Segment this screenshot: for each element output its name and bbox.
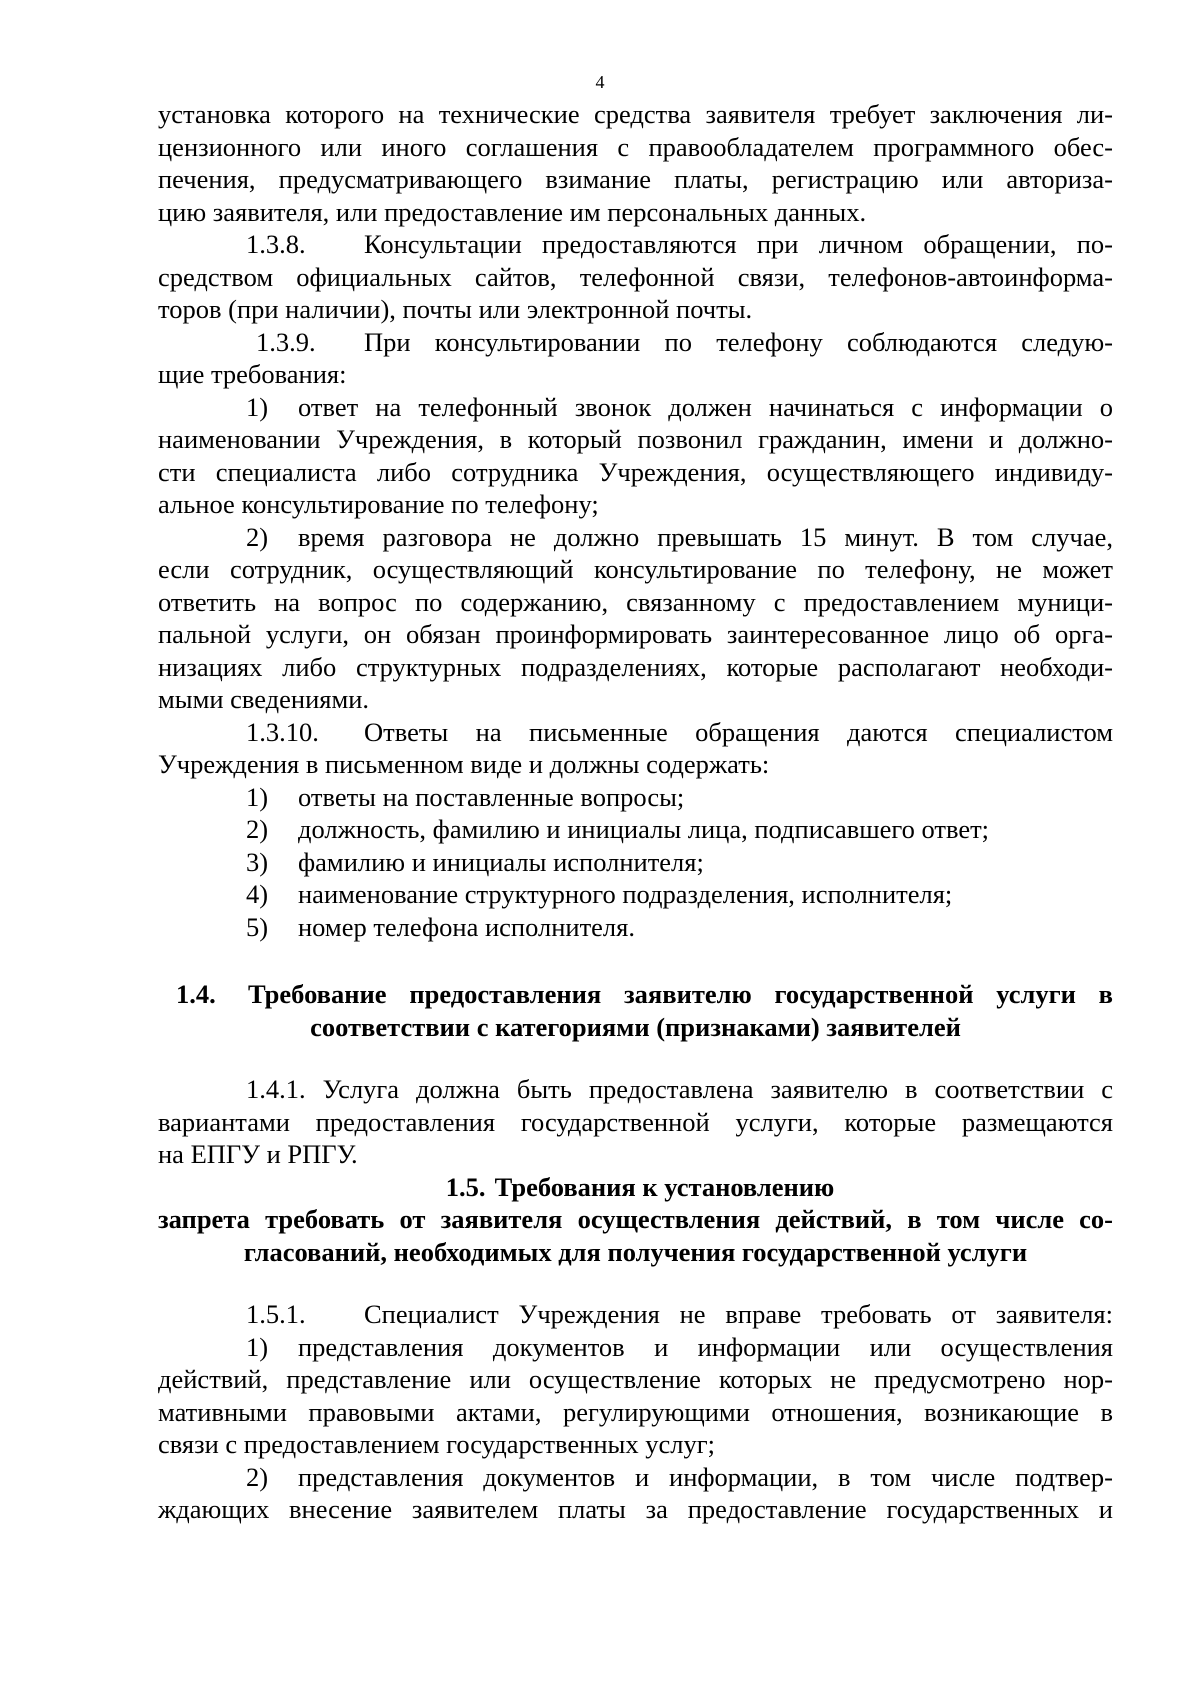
text-line: представления документов и информации или осуществления — [298, 1331, 1113, 1362]
list-item — [158, 521, 1113, 554]
list-number: 1) — [246, 1331, 269, 1362]
heading-text: Требование предоставления заявителю государственной услуги в — [248, 979, 1113, 1009]
list-text: должность, фамилию и инициалы лица, подписавшего ответ; — [298, 814, 990, 844]
list-item — [158, 391, 1113, 424]
text-line: Специалист Учреждения не вправе требовать от заявителя: — [364, 1299, 1113, 1329]
list-number: 5) — [246, 911, 269, 942]
text-line: пальной услуги, он обязан проинформировать заинтересованное лицо об орга- — [158, 619, 1113, 649]
list-number: 1) — [246, 391, 269, 422]
heading-text: соответствии с категориями (признаками) заявителей — [310, 1011, 961, 1042]
text-line: связи с предоставлением государственных услуг; — [158, 1429, 715, 1459]
list-item — [158, 1331, 1113, 1364]
list-text: фамилию и инициалы исполнителя; — [298, 846, 704, 877]
list-item — [158, 911, 1113, 944]
heading-text: Требования к установлению — [494, 1171, 835, 1202]
section-heading-1-4 — [158, 978, 1113, 1011]
text-line: торов (при наличии), почты или электронной почты. — [158, 294, 753, 324]
section-number: 1.4. — [176, 979, 216, 1009]
text-line: представления документов и информации, в том числе подтвер- — [298, 1461, 1113, 1492]
text-line: При консультировании по телефону соблюдаются следую- — [364, 326, 1113, 357]
text-line: щие требования: — [158, 359, 347, 389]
text-line: альное консультирование по телефону; — [158, 489, 599, 519]
section-number: 1.5. — [445, 1171, 486, 1202]
paragraph-1-4-1: 1.4.1. Услуга должна быть предоставлена заявителю в соответствии с — [246, 1074, 1113, 1104]
clause-number: 1.3.9. — [256, 326, 316, 357]
text-line: время разговора не должно превышать 15 минут. В том случае, — [298, 521, 1113, 552]
text-line: мативными правовыми актами, регулирующими отношения, возникающие в — [158, 1396, 1113, 1427]
list-number: 3) — [246, 846, 269, 877]
document-body — [158, 98, 1113, 1526]
text-line: установка которого на технические средства заявителя требует заключения ли- — [158, 99, 1113, 129]
list-number: 2) — [246, 814, 269, 844]
list-item — [158, 1461, 1113, 1494]
text-line: цию заявителя, или предоставление им персональных данных. — [158, 196, 867, 227]
list-number: 2) — [246, 521, 269, 552]
text-line: низациях либо структурных подразделениях, которые располагают необходи- — [158, 651, 1113, 682]
text-line: действий, представление или осуществление которых не предусмотрено нор- — [158, 1364, 1113, 1394]
page-number: 4 — [595, 72, 605, 92]
text-line: вариантами предоставления государственной услуги, которые размещаются — [158, 1106, 1113, 1137]
text-line: мыми сведениями. — [158, 684, 370, 714]
clause-number: 1.3.10. — [246, 716, 319, 747]
text-line: если сотрудник, осуществляющий консультирование по телефону, не может — [158, 554, 1113, 584]
text-line: цензионного или иного соглашения с правообладателем программного обес- — [158, 131, 1113, 162]
section-heading-1-5 — [158, 1171, 1113, 1204]
text-line: ответ на телефонный звонок должен начинаться с информации о — [298, 391, 1113, 422]
heading-text: гласований, необходимых для получения государственной услуги — [243, 1236, 1028, 1267]
paragraph-1-3-10 — [158, 716, 1113, 749]
heading-text: запрета требовать от заявителя осуществления действий, в том числе со- — [158, 1204, 1113, 1234]
list-item — [158, 781, 1113, 814]
paragraph-1-3-8 — [158, 228, 1113, 261]
clause-number: 1.3.8. — [246, 229, 306, 259]
text-line: Ответы на письменные обращения даются специалистом — [364, 716, 1113, 747]
text-line: на ЕПГУ и РПГУ. — [158, 1139, 358, 1169]
text-line: ответить на вопрос по содержанию, связанному с предоставлением муници- — [158, 586, 1113, 617]
text-line: ждающих внесение заявителем платы за предоставление государственных и — [158, 1494, 1113, 1524]
text-line: наименовании Учреждения, в который позвонил гражданин, имени и должно- — [158, 424, 1113, 454]
list-number: 1) — [246, 781, 269, 812]
list-text: ответы на поставленные вопросы; — [298, 781, 685, 812]
list-item — [158, 813, 1113, 846]
paragraph-1-3-9 — [158, 326, 1113, 359]
text-line: сти специалиста либо сотрудника Учреждения, осуществляющего индивиду- — [158, 456, 1113, 487]
list-item — [158, 878, 1113, 911]
list-number: 4) — [246, 879, 269, 909]
text-line: средством официальных сайтов, телефонной связи, телефонов-автоинформа- — [158, 261, 1113, 292]
text-line: Консультации предоставляются при личном обращении, по- — [364, 229, 1113, 259]
list-number: 2) — [246, 1461, 269, 1492]
paragraph-1-5-1 — [158, 1298, 1113, 1331]
list-text: номер телефона исполнителя. — [298, 911, 635, 942]
list-text: наименование структурного подразделения, исполнителя; — [298, 879, 953, 909]
text-line: Учреждения в письменном виде и должны содержать: — [158, 749, 770, 779]
clause-number: 1.5.1. — [246, 1299, 306, 1329]
list-item — [158, 846, 1113, 879]
text-line: печения, предусматривающего взимание платы, регистрацию или авториза- — [158, 164, 1113, 194]
